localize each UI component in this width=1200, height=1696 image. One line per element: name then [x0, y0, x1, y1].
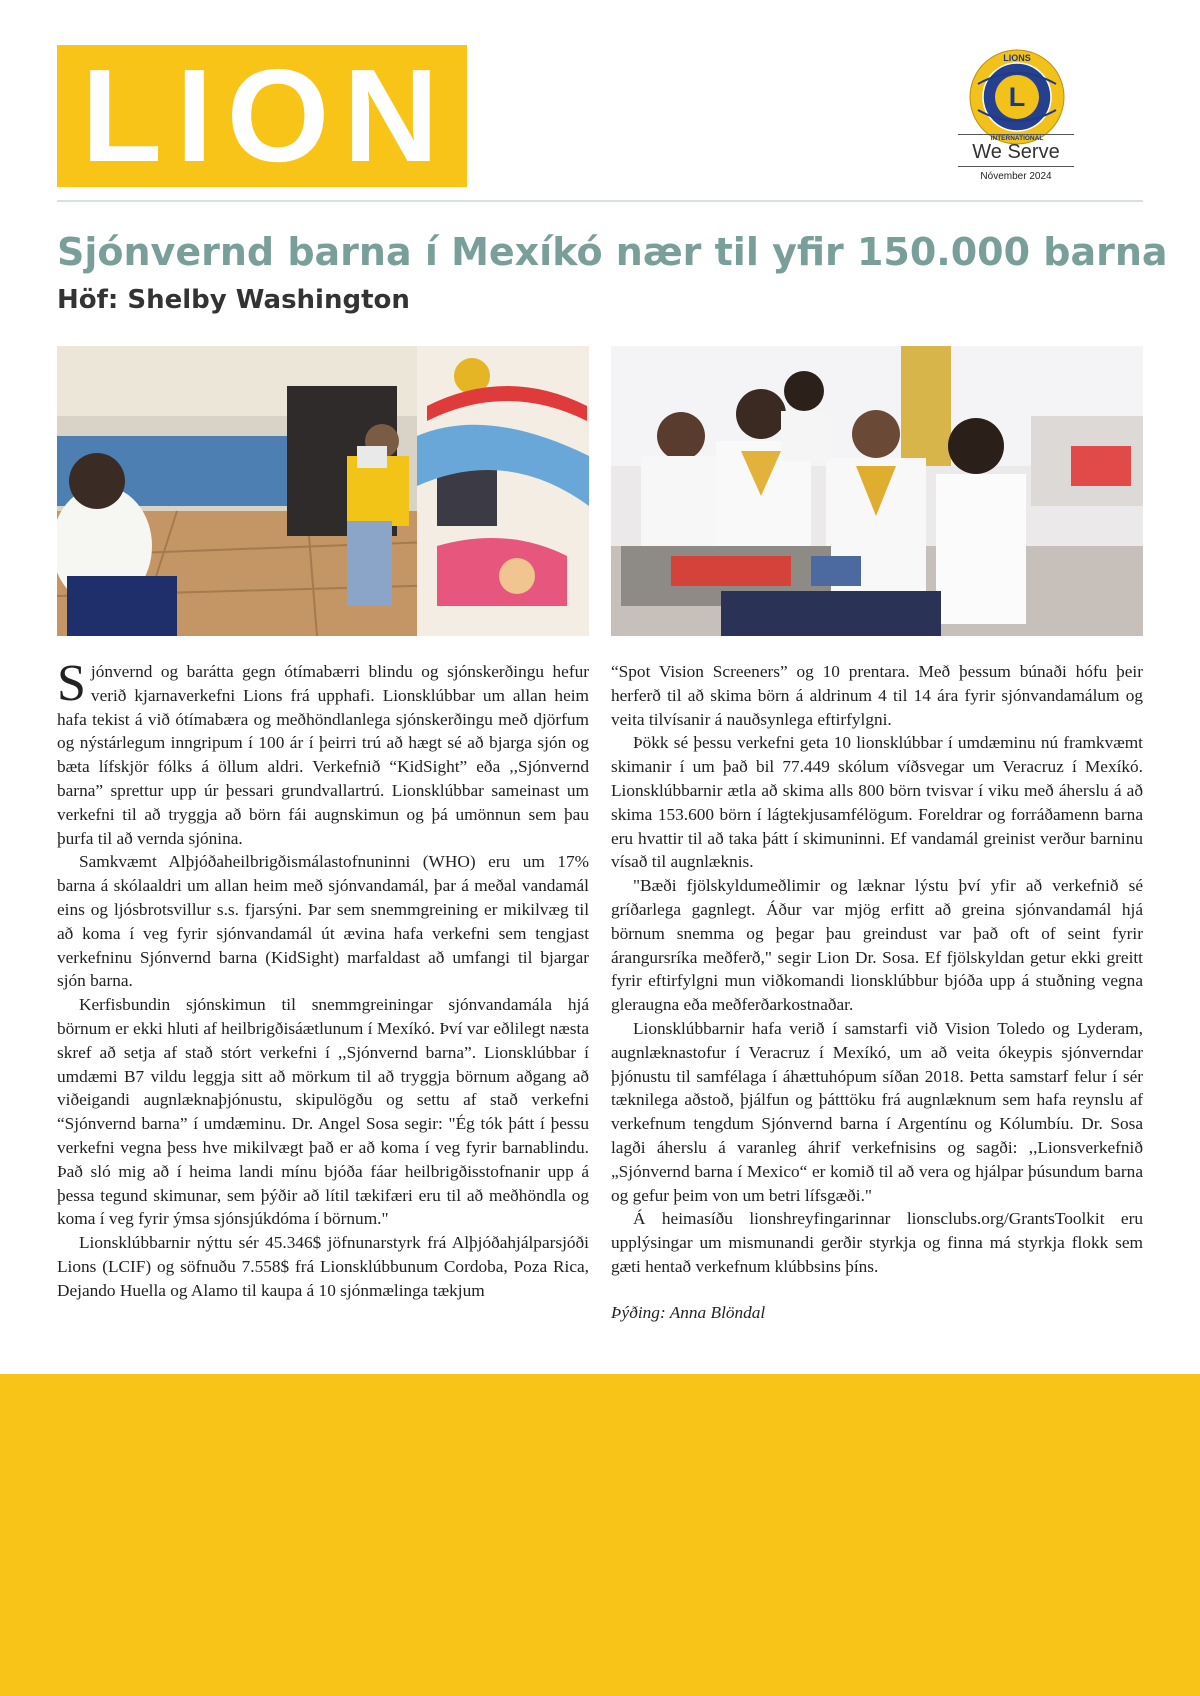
- header-divider: [57, 200, 1143, 202]
- article-paragraph: "Bæði fjölskyldumeðlimir og læknar lýstu því yfir að verkefnið sé gríðarlega gagnlegt. Áður var mjög erfitt að greina sjónvandamál hjá börnum snemma og þegar þau greindust var það oft of seint fyrir árangursríka meðferð," segir Lion Dr. Sosa. Ef fjölskyldan getur ekki greitt fyrir eftirfylgni mun viðkomandi lionsklúbbur bjóða upp á stuðning vegna gleraugna eða meðferðarkostnaðar.: [611, 876, 1143, 1015]
- photo-eye-screening: [57, 346, 589, 636]
- emblem-divider-top: [958, 134, 1074, 135]
- article-paragraph: Samkvæmt Alþjóðaheilbrigðismálastofnuninni (WHO) eru um 17% barna á skólaaldri um allan heim með sjónvandamál, þar á meðal vandamál eins og ljósbrotsvillur s.s. fjarsýni. Þar sem snemmgreining er mikilvæg til að koma í veg fyrir sjónvandamál út ævina hafa verkefni sem tengjast verkefninu Sjónvernd barna (KidSight) marfaldast að umfangi til bjargar sjón barna.: [57, 852, 589, 991]
- paragraph-text: jónvernd og barátta gegn ótímabærri blindu og sjónskerðingu hefur verið kjarnaverkefni Lions frá upphafi. Lionsklúbbar um allan heim hafa tekist á við ótímabæra og meðhöndlanlega sjónskerðingu með djörfum og nýstárlegum inngripum í 100 ár í þeirri trú að hægt sé að bjarga sjón og bæta lífskjör fólks á öllum aldri. Verkefnið “KidSight” eða ,,Sjónvernd barna” sprettur upp úr þessari grundvallartrú. Lionsklúbbar sameinast um verkefni til að tryggja að börn fái augnskimun og þá umönnun sem þau þurfa til að vernda sjónina.: [57, 662, 589, 848]
- article-paragraph: “Spot Vision Screeners” og 10 prentara. Með þessum búnaði hófu þeir herferð til að skima börn á aldrinum 4 til 14 ára fyrir sjónvandamálum og veita tilvísanir á nauðsynlega eftirfylgni.: [611, 662, 1143, 729]
- article-paragraph: Kerfisbundin sjónskimun til snemmgreiningar sjónvandamála hjá börnum er ekki hluti af heilbrigðisáætlunum í Mexíkó. Því var eðlilegt næsta skref að setja af stað stórt verkefni í ,,Sjónvernd barna”. Lionsklúbbar í umdæmi B7 vildu leggja sitt að mörkum til að tryggja börnum aðgang að viðeigandi augnlæknaþjónustu, skipulögðu og settu af stað verkefni “Sjónvernd barna” í umdæminu. Dr. Angel Sosa segir: "Ég tók þátt í þessu verkefni vegna þess hve mikilvægt það er að koma í veg fyrir barnablindu. Það sló mig að í heima landi mínu bjóða fáar heilbrigðisstofnanir upp á þessa tegund skimunar, sem þýðir að lítil tækifæri eru til að meðhöndla og koma í veg fyrir ýmsa sjónsjúkdóma í börnum.": [57, 995, 589, 1229]
- photo-lions-members-group: [611, 346, 1143, 636]
- masthead-title: LION: [81, 42, 453, 189]
- emblem-ring-top: LIONS: [1003, 53, 1031, 63]
- motto: We Serve: [972, 141, 1060, 163]
- masthead-banner: [57, 42, 467, 189]
- article-byline: Höf: Shelby Washington: [57, 285, 410, 315]
- issue-date: Nóvember 2024: [980, 171, 1052, 182]
- article-column-left: [57, 655, 589, 1303]
- emblem-letter: L: [1008, 82, 1026, 112]
- article-paragraph: Lionsklúbbarnir nýttu sér 45.346$ jöfnunarstyrk frá Alþjóðahjálparsjóði Lions (LCIF) og söfnuðu 7.558$ frá Lionsklúbbunum Cordoba, Poza Rica, Dejando Huella og Alamo til kaupa á 10 sjónmælinga tækjum: [57, 1233, 589, 1300]
- article-paragraph: Þökk sé þessu verkefni geta 10 lionsklúbbar í umdæminu nú framkvæmt skimanir í um það bil 77.449 skólum víðsvegar um Veracruz í Mexíkó. Lionsklúbbarnir ætla að skima alls 800 börn tvisvar í viku með áherslu á að skima 153.600 börn í lágtekjusamfélögum. Foreldrar og forráðamenn barna eru hvattir til að taka þátt í skimuninni. Ef vandamál greinist verður barninu vísað til augnlæknis.: [611, 733, 1143, 872]
- emblem-divider-bottom: [958, 166, 1074, 167]
- translator-credit: Þýðing: Anna Blöndal: [611, 1302, 766, 1322]
- article-paragraph: Á heimasíðu lionshreyfingarinnar lionsclubs.org/GrantsToolkit eru upplýsingar um mismunandi gerðir styrkja og finna má styrkja flokk sem gæti hentað verkefnum klúbbsins þíns.: [611, 1209, 1143, 1276]
- footer-band: [0, 1374, 1200, 1696]
- article-paragraph: Lionsklúbbarnir hafa verið í samstarfi við Vision Toledo og Lyderam, augnlæknastofur í Veracruz í Mexíkó, um að veita ókeypis sjónverndar þjónustu til samfélaga í áhættuhópum síðan 2018. Þetta samstarf felur í sér tæknilega aðstoð, þjálfun og þátttöku frá augnlæknum sem hafa reynslu af verkefnum tengdum Sjónvernd barna í Argentínu og Kólumbíu. Dr. Sosa lagði áherslu á varanleg áhrif verkefnisins og sagði: ,,Lionsverkefnið „Sjónvernd barna í Mexico“ er komið til að vera og hjálpar þúsundum barna og gefur þeim von um betri lífsgæði.": [611, 1018, 1143, 1205]
- article-paragraph: [57, 655, 589, 850]
- lions-emblem-logo: [968, 48, 1066, 146]
- emblem-ring-bottom: INTERNATIONAL: [990, 135, 1044, 142]
- article-headline: Sjónvernd barna í Mexíkó nær til yfir 150.000 barna: [57, 230, 1168, 274]
- drop-cap: S: [57, 655, 86, 712]
- article-column-right: [611, 660, 1143, 1325]
